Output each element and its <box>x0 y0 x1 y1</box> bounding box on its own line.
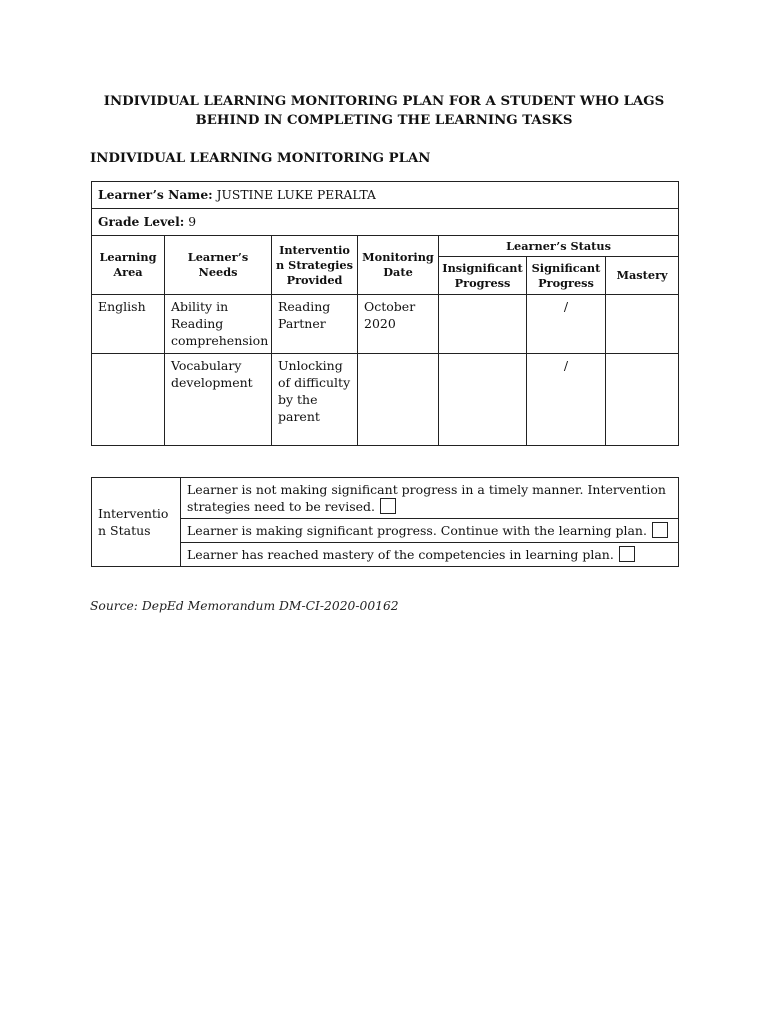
cell-significant: / <box>527 354 606 446</box>
cell-mastery <box>606 295 679 354</box>
header-monitoring-date: Monitoring Date <box>358 236 439 295</box>
learner-name-label: Learner’s Name: <box>98 187 213 202</box>
cell-learning-area: English <box>92 295 165 354</box>
header-learners-needs: Learner’s Needs <box>165 236 272 295</box>
table-row <box>92 354 679 446</box>
status-option-text: Learner is not making significant progress in a timely manner. Intervention strategies need to be revised. <box>187 482 666 514</box>
cell-monitoring-date: October 2020 <box>358 295 439 354</box>
status-row <box>92 543 679 567</box>
intervention-status-label: Interventio n Status <box>92 478 181 567</box>
cell-mastery <box>606 354 679 446</box>
status-row <box>92 478 679 519</box>
source-note: Source: DepEd Memorandum DM-CI-2020-00162 <box>90 599 399 613</box>
header-intervention-strategies: Interventio n Strategies Provided <box>272 236 358 295</box>
grade-level-value: 9 <box>188 215 197 229</box>
cell-learners-needs: Vocabulary development <box>165 354 272 446</box>
status-checkbox[interactable] <box>652 522 668 538</box>
grade-level-cell <box>92 209 679 236</box>
status-option-text: Learner is making significant progress. Continue with the learning plan. <box>187 523 647 538</box>
table-header-row <box>92 236 679 257</box>
header-learners-status: Learner’s Status <box>439 236 679 257</box>
header-significant-progress: Significant Progress <box>527 257 606 295</box>
cell-insignificant <box>439 295 527 354</box>
cell-learners-needs: Ability in Reading comprehension <box>165 295 272 354</box>
status-checkbox[interactable] <box>619 546 635 562</box>
cell-intervention: Unlocking of difficulty by the parent <box>272 354 358 446</box>
learner-name-row <box>92 182 679 209</box>
cell-intervention: Reading Partner <box>272 295 358 354</box>
status-option <box>181 543 679 567</box>
table-row <box>92 295 679 354</box>
status-option <box>181 519 679 543</box>
plan-subtitle: INDIVIDUAL LEARNING MONITORING PLAN <box>90 151 431 166</box>
header-mastery: Mastery <box>606 257 679 295</box>
document-title: INDIVIDUAL LEARNING MONITORING PLAN FOR A STUDENT WHO LAGS BEHIND IN COMPLETING THE LEARNING TASKS <box>103 94 665 128</box>
status-option-text: Learner has reached mastery of the competencies in learning plan. <box>187 547 614 562</box>
intervention-status-table <box>91 477 679 567</box>
grade-level-row <box>92 209 679 236</box>
header-learning-area: Learning Area <box>92 236 165 295</box>
cell-insignificant <box>439 354 527 446</box>
status-option <box>181 478 679 519</box>
cell-significant: / <box>527 295 606 354</box>
grade-level-label: Grade Level: <box>98 214 185 229</box>
monitoring-plan-table <box>91 181 679 446</box>
cell-learning-area <box>92 354 165 446</box>
status-row <box>92 519 679 543</box>
header-insignificant-progress: Insignificant Progress <box>439 257 527 295</box>
status-checkbox[interactable] <box>380 498 396 514</box>
cell-monitoring-date <box>358 354 439 446</box>
learner-name-value: JUSTINE LUKE PERALTA <box>216 188 376 202</box>
learner-name-cell <box>92 182 679 209</box>
